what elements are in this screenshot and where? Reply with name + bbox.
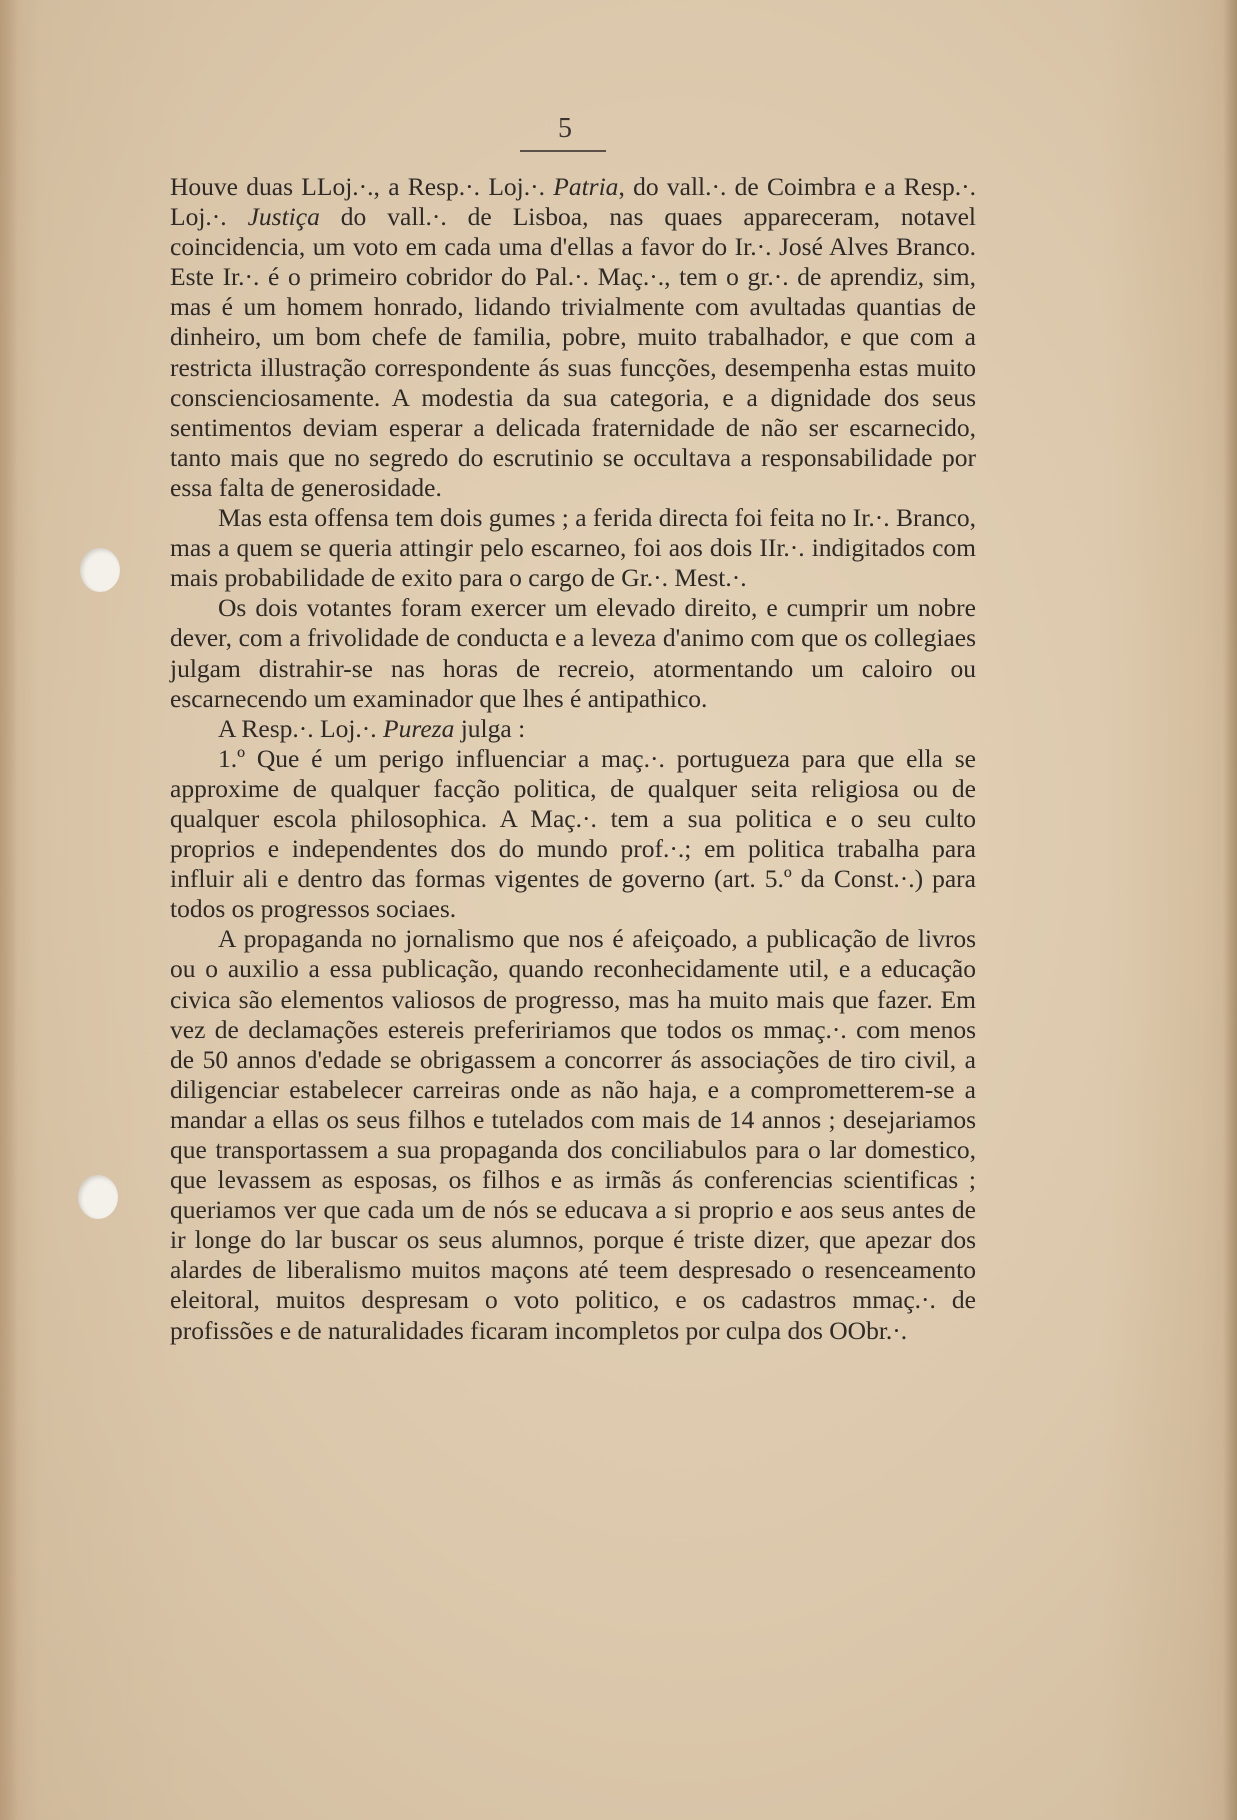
paragraph-1-part-c: , do vall.·. de Coimbra e a Resp.·. Loj.·. [170,172,976,232]
lodge-name-pureza: Pureza [383,713,455,743]
paragraph-4-part-a: A Resp.·. Loj.·. [218,713,384,743]
body-text [170,172,976,1346]
page-left-edge [0,0,18,1820]
punch-hole [80,548,120,592]
paragraph-1 [170,172,976,503]
paragraph-1-part-a: Houve duas LLoj.·., a Resp.·. Loj.·. [170,172,554,201]
page-number-rule [520,150,606,152]
paragraph-6: A propaganda no jornalismo que nos é afeiçoado, a publicação de livros ou o auxilio a essa publicação, quando reconhecidamente util, e a educação civica são elementos valiosos de progresso, mas ha muito mais que fazer. Em vez de declamações estereis prefeririamos que todos os mmaç.·. com menos de 50 annos d'edade se obrigassem a concorrer ás associações de tiro civil, a diligenciar estabelecer carreiras onde as não haja, e a comprometterem-se a mandar a ellas os seus filhos e tutelados com mais de 14 annos ; desejariamos que transportassem a sua propaganda dos conciliabulos para o lar domestico, que levassem as esposas, os filhos e as irmãs ás conferencias scientificas ; queriamos ver que cada um de nós se educava a si proprio e aos seus antes de ir longe do lar buscar os seus alumnos, porque é triste dizer, que apezar dos alardes de liberalismo muitos maçons até teem despresado o resenceamento eleitoral, muitos despresam o voto politico, e os cadastros mmaç.·. de profissões e de naturalidades ficaram incompletos por culpa dos OObr.·. [170,924,976,1345]
paragraph-4-part-c: julga : [454,713,526,743]
paragraph-2: Mas esta offensa tem dois gumes ; a ferida directa foi feita no Ir.·. Branco, mas a quem se queria attingir pelo escarneo, foi aos dois IIr.·. indigitados com mais probabilidade de exito para o cargo de Gr.·. Mest.·. [170,503,976,593]
page-right-edge [1223,0,1237,1820]
page-number: 5 [558,113,572,144]
punch-hole [78,1175,118,1219]
paragraph-5: 1.º Que é um perigo influenciar a maç.·. portugueza para que ella se approxime de qualquer facção politica, de qualquer seita religiosa ou de qualquer escola philosophica. A Maç.·. tem a sua politica e o seu culto proprios e independentes dos do mundo prof.·.; em politica trabalha para influir ali e dentro das formas vigentes de governo (art. 5.º da Const.·.) para todos os progressos sociaes. [170,743,976,924]
paragraph-1-part-e: do vall.·. de Lisboa, nas quaes appareceram, notavel coincidencia, um voto em cada uma d'ellas a favor do Ir.·. José Alves Branco. Este Ir.·. é o primeiro cobridor do Pal.·. Maç.·., tem o gr.·. de aprendiz, sim, mas é um homem honrado, lidando trivialmente com avultadas quantias de dinheiro, um bom chefe de familia, pobre, muito trabalhador, e que com a restricta illustração correspondente ás suas funcções, desempenha estas muito conscienciosamente. A modestia da sua categoria, e a dignidade dos seus sentimentos deviam esperar a delicada fraternidade de não ser escarnecido, tanto mais que no segredo do escrutinio se occultava a responsabilidade por essa falta de generosidade. [170,202,976,502]
paragraph-3: Os dois votantes foram exercer um elevado direito, e cumprir um nobre dever, com a frivolidade de conducta e a leveza d'animo com que os collegiaes julgam distrahir-se nas horas de recreio, atormentando um caloiro ou escarnecendo um examinador que lhes é antipathico. [170,593,976,713]
lodge-name-justica: Justiça [247,202,320,232]
paragraph-4 [170,714,976,744]
lodge-name-patria: Patria [553,172,619,201]
